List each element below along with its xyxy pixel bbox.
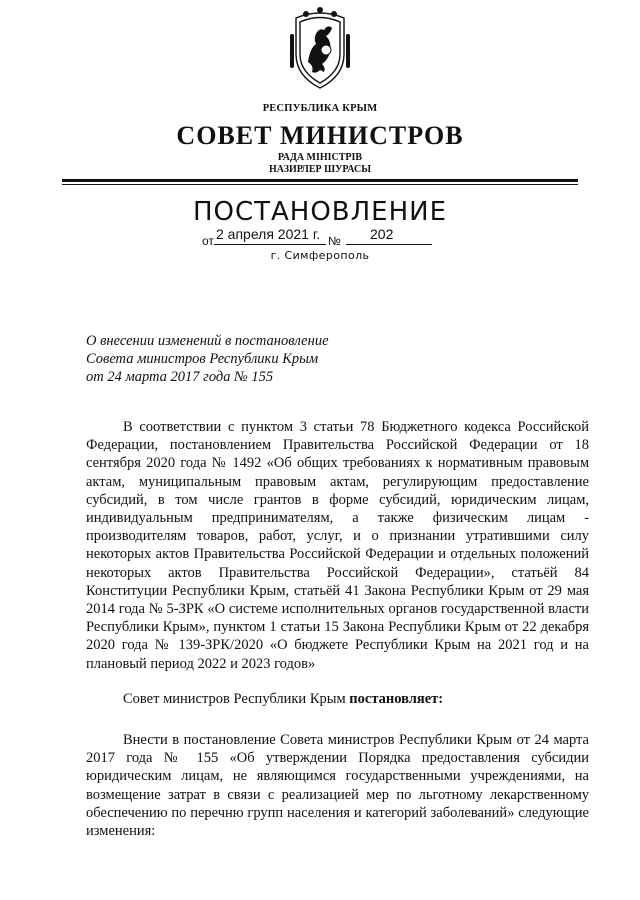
date-prefix: от — [202, 234, 214, 248]
resolution-prefix: Совет министров Республики Крым — [123, 691, 350, 707]
header-rule-thin — [62, 184, 578, 185]
resolution-keyword: постановляет: — [349, 691, 444, 707]
document-city: г. Симферополь — [270, 249, 370, 262]
body-paragraph-legal-basis: В соответствии с пунктом 3 статьи 78 Бюджетного кодекса Российской Федерации, постановлением Правительства Российской Федерации от 18 сентября 2020 года № 1492 «Об общих требованиях к нормативным правовым актам, муниципальным правовым актам, регулирующим предоставление субсидий, в том числе грантов в форме субсидий, юридическим лицам, индивидуальным предпринимателям, а также физическим лицам - производителям товаров, работ, услуг, и о признании утратившими силу некоторых актов Правительства Российской Федерации и отдельных положений некоторых актов Правительства Российской Федерации», статьёй 84 Конституции Республики Крым, статьёй 41 Закона Республики Крым от 29 мая 2014 года № 5-ЗРК «О системе исполнительных органов государственной власти Республики Крым», пунктом 1 статьи 15 Закона Республики Крым от 22 декабря 2020 года № 139-ЗРК/2020 «О бюджете Республики Крым на 2021 год и на плановый период 2022 и 2023 годов» — [86, 419, 589, 672]
date-underline — [214, 244, 326, 245]
subject-line: Совета министров Республики Крым — [86, 351, 319, 367]
document-date: 2 апреля 2021 г. — [216, 226, 321, 242]
crimea-coat-of-arms-icon — [286, 4, 354, 92]
subject-line: от 24 марта 2017 года № 155 — [86, 369, 274, 385]
document-number: 202 — [370, 226, 394, 242]
number-sign: № — [328, 234, 341, 248]
document-subject — [86, 332, 486, 386]
body-paragraph-amendments: Внести в постановление Совета министров Республики Крым от 24 марта 2017 года № 155 «Об утверждении Порядка предоставления субсидии юридическим лицам, не являющимся государственными учреждениями, на возмещение затрат в связи с реализацией мер по льготному лекарственному обеспечению по перечню групп населения и категорий заболеваний» следующие изменения: — [86, 732, 589, 840]
date-number-line — [202, 226, 442, 250]
number-underline — [346, 244, 432, 245]
header-rule-thick — [62, 179, 578, 182]
body-paragraph-resolution — [86, 690, 589, 708]
council-title: СОВЕТ МИНИСТРОВ — [176, 121, 464, 150]
republic-name: РЕСПУБЛИКА КРЫМ — [262, 103, 378, 114]
council-title-crimean-tatar: НАЗИРЛЕР ШУРАСЫ — [268, 164, 372, 175]
subject-line: О внесении изменений в постановление — [86, 333, 329, 349]
document-type: ПОСТАНОВЛЕНИЕ — [192, 197, 448, 227]
council-title-ukrainian: РАДА МІНІСТРІВ — [277, 152, 363, 163]
